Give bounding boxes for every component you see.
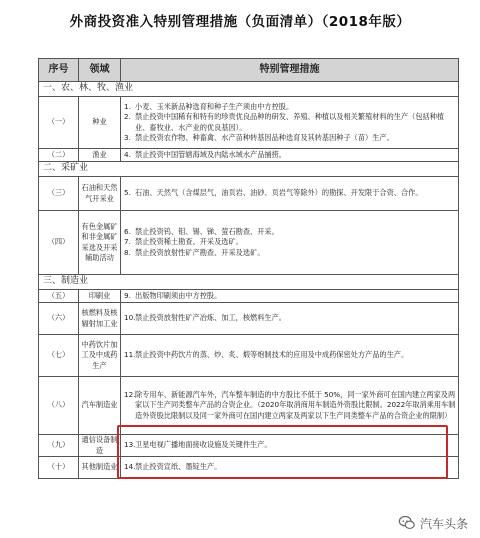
negative-list-table <box>38 58 459 479</box>
seq-cell: （五） <box>39 290 79 303</box>
measure-item <box>124 390 456 421</box>
header-seq: 序号 <box>39 59 79 82</box>
section-heading: 一、农、林、牧、渔业 <box>39 82 459 97</box>
field-cell: 石油和天然气开采业 <box>79 177 121 211</box>
page-title: 外商投资准入特别管理措施（负面清单）（2018年版） <box>69 14 411 30</box>
field-cell: 有色金属矿和非金属矿采选及开采辅助活动 <box>79 211 121 275</box>
field-cell: 中药饮片加工及中成药生产 <box>79 335 121 377</box>
measure-text: 禁止投资放射性矿产冶炼、加工，核燃料生产。 <box>135 313 286 323</box>
measure-number: 14. <box>124 462 136 472</box>
table-row <box>39 149 459 162</box>
measures-cell <box>121 211 459 275</box>
measure-number: 2. <box>124 112 131 122</box>
measure-number: 10. <box>124 313 136 323</box>
measures-cell <box>121 290 459 303</box>
watermark-text: 汽车头条 <box>419 516 468 531</box>
measure-number: 3. <box>124 132 131 142</box>
measure-item <box>124 313 456 323</box>
seq-cell: （十） <box>39 457 79 479</box>
measure-text: 禁止投资稀土勘查、开采及选矿。 <box>135 237 243 247</box>
chat-bubble-icon <box>398 514 416 532</box>
seq-cell: （二） <box>39 149 79 162</box>
measure-item <box>124 188 456 198</box>
measure-item <box>124 248 456 258</box>
measure-item <box>124 150 456 160</box>
measure-item <box>124 237 456 247</box>
field-cell: 渔业 <box>79 149 121 162</box>
measure-item <box>124 227 456 237</box>
measure-item <box>124 112 456 133</box>
section-row <box>39 275 459 290</box>
seq-cell: （七） <box>39 335 79 377</box>
seq-cell: （八） <box>39 377 79 435</box>
measure-number: 1. <box>124 101 131 111</box>
table-row <box>39 177 459 211</box>
seq-cell: （一） <box>39 97 79 149</box>
measure-number: 4. <box>124 149 131 159</box>
measure-text: 禁止投资中国稀有和特有的珍贵优良品种的研发、养殖、种植以及相关繁殖材料的生产（包括种植业、畜牧业、水产业的优良基因）。 <box>135 112 445 132</box>
measure-text: 禁止投资放射性矿产勘查、开采及选矿。 <box>135 247 265 257</box>
measures-cell <box>121 149 459 162</box>
table-header-row <box>39 59 459 82</box>
measure-number: 11. <box>124 350 136 360</box>
field-cell: 通信设备制造 <box>79 435 121 457</box>
measures-cell <box>121 335 459 377</box>
field-cell: 种业 <box>79 97 121 149</box>
section-heading: 三、制造业 <box>39 275 459 290</box>
seq-cell: （九） <box>39 435 79 457</box>
seq-cell: （六） <box>39 303 79 335</box>
measure-text: 禁止投资农作物、种畜禽、水产苗种转基因品种选育及其转基因种子（苗）生产。 <box>135 132 394 142</box>
measures-cell <box>121 97 459 149</box>
field-cell: 核燃料及核辐射加工业 <box>79 303 121 335</box>
table-row <box>39 97 459 149</box>
table-row <box>39 211 459 275</box>
measures-cell <box>121 177 459 211</box>
measure-text: 禁止投资中药饮片的蒸、炒、炙、煅等炮制技术的应用及中成药保密处方产品的生产。 <box>135 350 409 360</box>
measure-item <box>124 291 456 301</box>
seq-cell: （三） <box>39 177 79 211</box>
section-row <box>39 82 459 97</box>
section-row <box>39 162 459 177</box>
table-row <box>39 303 459 335</box>
header-field: 领域 <box>79 59 121 82</box>
measure-number: 12. <box>124 389 136 399</box>
measure-text: 禁止投资钨、钼、锡、锑、萤石勘查、开采。 <box>135 226 279 236</box>
measure-text: 禁止投资中国管辖海域及内陆水域水产品捕捞。 <box>135 149 286 159</box>
measure-item <box>124 350 456 360</box>
highlight-box <box>117 425 448 479</box>
field-cell: 汽车制造业 <box>79 377 121 435</box>
measure-text: 卫星电视广播地面接收设施及关键件生产。 <box>135 440 272 450</box>
measure-number: 6. <box>124 226 131 236</box>
table-row <box>39 335 459 377</box>
measure-number: 7. <box>124 237 131 247</box>
measure-number: 8. <box>124 247 131 257</box>
measures-cell <box>121 303 459 335</box>
measure-item <box>124 102 456 112</box>
measure-item <box>124 133 456 143</box>
measure-text: 除专用车、新能源汽车外，汽车整车制造的中方股比不低于 50%，同一家外商可在国内建立两家及两家以下生产同类整车产品的合资企业。（2020年取消商用车制造外资股比限制。2022年取消乘用车制造外资股比限制以及同一家外商可在国内建立两家及两家以下生产同类整车产品的合资企业的限制） <box>135 389 456 420</box>
section-heading: 二、采矿业 <box>39 162 459 177</box>
field-cell: 其他制造业 <box>79 457 121 479</box>
measure-text: 出版物印刷须由中方控股。 <box>135 290 222 300</box>
measure-text: 石油、天然气（含煤层气，油页岩、油砂、页岩气等除外）的勘探、开发限于合资、合作。 <box>135 188 423 198</box>
seq-cell: （四） <box>39 211 79 275</box>
field-cell: 印刷业 <box>79 290 121 303</box>
table-row <box>39 290 459 303</box>
measure-number: 13. <box>124 440 136 450</box>
watermark <box>398 514 468 532</box>
measure-number: 5. <box>124 188 131 198</box>
measure-number: 9. <box>124 290 131 300</box>
measure-text: 禁止投资宣纸、墨锭生产。 <box>135 462 222 472</box>
measure-text: 小麦、玉米新品种选育和种子生产须由中方控股。 <box>135 101 294 111</box>
header-measures: 特别管理措施 <box>121 59 459 82</box>
